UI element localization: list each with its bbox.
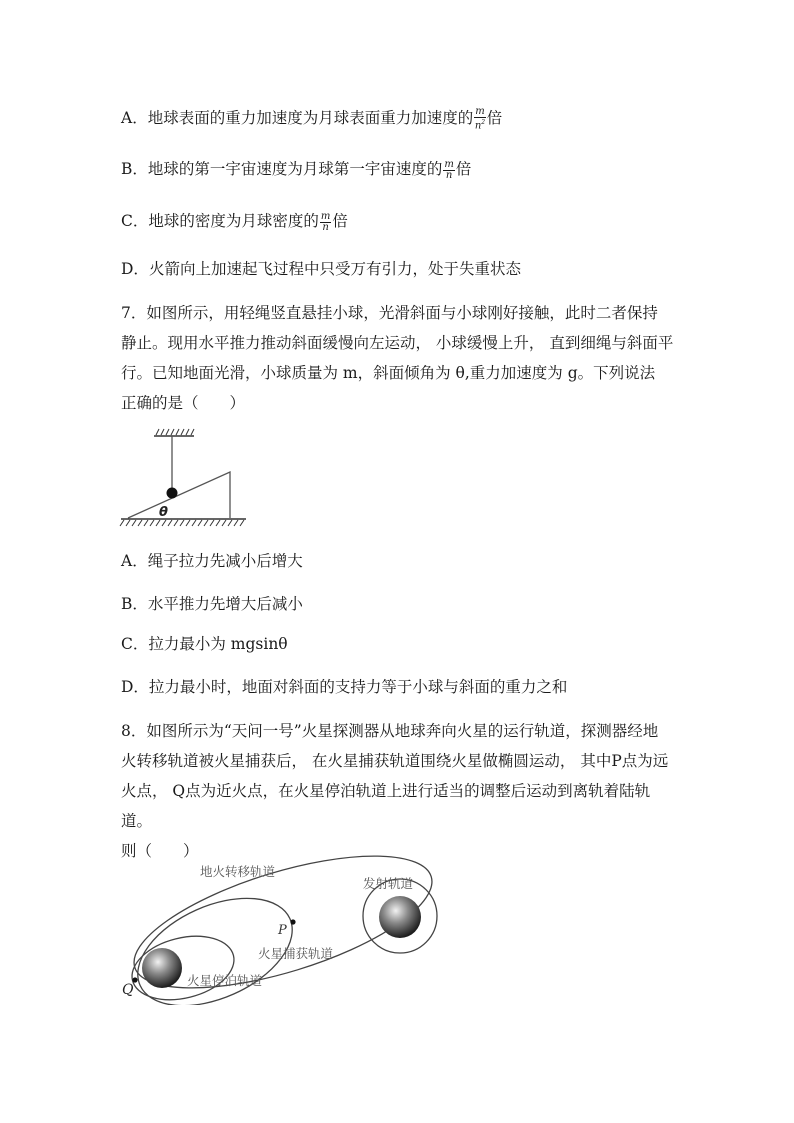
mars-planet bbox=[142, 948, 182, 988]
option-text-tail: 倍 bbox=[486, 109, 503, 128]
fraction-denominator: n bbox=[445, 169, 453, 181]
q7-option-d: D．拉力最小时，地面对斜面的支持力等于小球与斜面的重力之和 bbox=[121, 678, 568, 696]
option-text: 地球的第一宇宙速度为月球第一宇宙速度的 bbox=[147, 160, 443, 178]
q6-option-c bbox=[121, 211, 348, 233]
point-p-dot bbox=[290, 919, 295, 924]
fraction-numerator: m bbox=[475, 106, 485, 117]
q6-option-d bbox=[121, 259, 521, 279]
ceiling-hatch bbox=[156, 429, 194, 435]
transfer-orbit-label: 地火转移轨道 bbox=[200, 864, 276, 879]
q8-stem bbox=[121, 716, 681, 866]
q7-line-1: 7．如图所示，用轻绳竖直悬挂小球，光滑斜面与小球刚好接触，此时二者保持 bbox=[121, 304, 658, 322]
option-text: 地球表面的重力加速度为月球表面重力加速度的 bbox=[147, 109, 474, 128]
q8-line-1: 8．如图所示为“天问一号”火星探测器从地球奔向火星的运行轨道，探测器经地 bbox=[121, 722, 659, 740]
ground-hatch bbox=[120, 520, 244, 526]
option-text-tail: 倍 bbox=[455, 160, 472, 178]
q7-stem bbox=[121, 298, 681, 418]
point-p-label: P bbox=[278, 923, 287, 938]
fraction-numerator: m bbox=[320, 210, 331, 222]
q8-figure bbox=[115, 850, 445, 1005]
incline-wedge bbox=[128, 472, 230, 518]
q7-figure bbox=[118, 428, 250, 528]
angle-label: θ bbox=[159, 505, 168, 520]
option-letter: D． bbox=[121, 260, 149, 278]
q8-line-2: 火转移轨道被火星捕获后， 在火星捕获轨道围绕火星做椭圆运动， 其中P点为远 bbox=[121, 752, 669, 770]
q6-option-b bbox=[121, 159, 471, 181]
capture-orbit-label: 火星捕获轨道 bbox=[258, 946, 334, 961]
q7-line-2: 静止。现用水平推力推动斜面缓慢向左运动， 小球缓慢上升， 直到细绳与斜面平 bbox=[121, 334, 674, 352]
earth-planet bbox=[379, 896, 421, 938]
fraction-numerator: m bbox=[444, 158, 454, 170]
fraction bbox=[474, 107, 485, 131]
option-letter: C． bbox=[121, 212, 149, 230]
q6-option-a bbox=[121, 107, 502, 131]
option-text: 地球的密度为月球密度的 bbox=[148, 212, 319, 230]
fraction-denominator: n bbox=[322, 221, 329, 233]
q7-line-4: 正确的是（ ） bbox=[121, 394, 246, 412]
q7-line-3: 行。已知地面光滑，小球质量为 m，斜面倾角为 θ,重力加速度为 g。下列说法 bbox=[121, 364, 656, 382]
launch-orbit-label: 发射轨道 bbox=[363, 876, 414, 891]
q8-line-3: 火点， Q点为近火点，在火星停泊轨道上进行适当的调整后运动到离轨着陆轨道。 bbox=[121, 782, 651, 830]
fraction bbox=[320, 212, 331, 233]
option-letter: A． bbox=[121, 109, 148, 128]
option-text: 火箭向上加速起飞过程中只受万有引力，处于失重状态 bbox=[148, 260, 521, 278]
point-q-label: Q bbox=[122, 982, 134, 998]
ball bbox=[167, 488, 178, 499]
q7-option-c: C．拉力最小为 mgsinθ bbox=[121, 635, 288, 653]
parking-orbit-label: 火星停泊轨道 bbox=[187, 973, 263, 988]
fraction bbox=[443, 160, 454, 181]
q7-option-b: B．水平推力先增大后减小 bbox=[121, 595, 303, 613]
fraction-denominator: $n^2$ bbox=[474, 119, 486, 132]
option-text-tail: 倍 bbox=[332, 212, 348, 230]
option-letter: B． bbox=[121, 160, 148, 178]
q7-option-a: A．绳子拉力先减小后增大 bbox=[121, 552, 303, 570]
q8-line-4: 则（ ） bbox=[121, 842, 199, 860]
